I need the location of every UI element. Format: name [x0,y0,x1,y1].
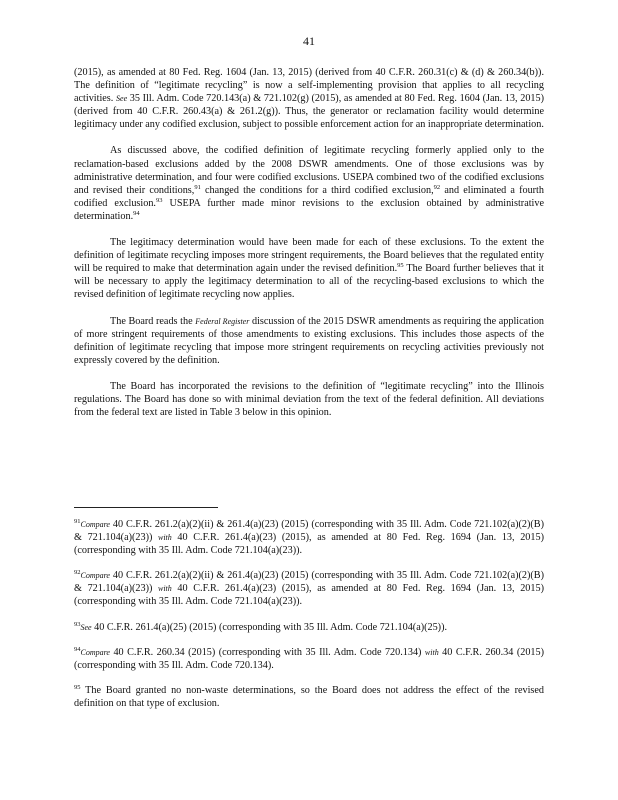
footnote-ref-95[interactable]: 95 [397,262,404,270]
paragraph-2-text-d: USEPA further made minor revisions to the exclusion obtained by administrative determination. [74,197,544,222]
footnote [74,684,544,710]
footnote-ref-94[interactable]: 94 [133,209,140,217]
paragraph-3-text-b: The Board further believes that it will be necessary to apply the legitimacy determination to all of the recycling-based exclusions to which the revised definition of legitimate recycling now applies. [74,263,544,301]
paragraph-2-text-c: and eliminated a fourth codified exclusion. [74,184,544,209]
footnote-separator [74,507,218,508]
footnote-with: with [424,647,439,657]
footnote-signal: See [80,622,92,632]
footnote-text-b: 40 C.F.R. 261.4(a)(23) (2015), as amended at 80 Fed. Reg. 1694 (Jan. 13, 2015) (corresponding with 35 Ill. Adm. Code 721.104(a)(23)). [74,583,544,608]
footnote-number: 93 [74,620,81,628]
footnote-text-b: 40 C.F.R. 260.34 (2015) (corresponding with 35 Ill. Adm. Code 720.134). [74,646,544,671]
paragraph-2-text-b: changed the conditions for a third codified exclusion, [200,184,434,196]
paragraph-2 [74,144,544,223]
footnote-number: 95 [74,683,81,691]
footnote-text-a: 40 C.F.R. 261.4(a)(25) (2015) (corresponding with 35 Ill. Adm. Code 721.104(a)(25)). [91,621,448,633]
paragraph-3-text-a: The legitimacy determination would have been made for each of these exclusions. To the extent the definition of legitimate recycling imposes more stringent requirements, the Board believes that the regulated entity will be required to make that determination again under the revised definition. [74,237,544,275]
see-signal: See [116,94,128,104]
paragraph-4-text-b: discussion of the 2015 DSWR amendments as requiring the application of more stringent requirements of those amendments to existing exclusions. This includes those aspects of the definition of legitimate recycling that impose more stringent requirements on recycling activities previously not expressly covered by the definition. [74,315,545,366]
footnote-ref-91[interactable]: 91 [194,183,201,191]
footnote-text-a: 40 C.F.R. 260.34 (2015) (corresponding with 35 Ill. Adm. Code 720.134) [109,646,425,658]
footnote-with: with [158,533,172,543]
footnote-text-a: 40 C.F.R. 261.2(a)(2)(ii) & 261.4(a)(23) (2015) (corresponding with 35 Ill. Adm. Code 721.102(a)(2)(B) & 721.104(a)(23)) [74,570,544,595]
footnote-number: 94 [74,645,81,653]
paragraph-2-text-a: As discussed above, the codified definition of legitimate recycling formerly applied only to the reclamation-based exclusions added by the 2008 DSWR amendments. One of those exclusions was by administrative determination, and four were codified exclusions. USEPA combined two of the codified exclusions and revised their conditions, [74,145,544,196]
footnote [74,518,544,557]
footnote [74,569,544,608]
paragraph-1-text-b: 35 Ill. Adm. Code 720.143(a) & 721.102(g) (2015), as amended at 80 Fed. Reg. 1604 (Jan. 13, 2015) (derived from 40 C.F.R. 260.43(a) & 261.2(g)). Thus, the generator or reclamation facility would determine legitimacy under any codified exclusion, subject to possible enforcement action for an inappropriate determination. [74,93,545,131]
paragraph-4 [74,315,544,367]
footnote [74,646,544,672]
footnote-text-a: 40 C.F.R. 261.2(a)(2)(ii) & 261.4(a)(23) (2015) (corresponding with 35 Ill. Adm. Code 721.102(a)(2)(B) & 721.104(a)(23)) [74,519,544,544]
footnote-ref-92[interactable]: 92 [433,183,441,191]
footnotes [74,518,544,722]
body-text [74,66,544,419]
page-number: 41 [303,34,315,48]
footnote-number: 92 [74,569,81,577]
paragraph-5-text: The Board has incorporated the revisions to the definition of “legitimate recycling” into the Illinois regulations. The Board has done so with minimal deviation from the text of the federal definition. All deviations from the federal text are listed in Table 3 below in this opinion. [74,380,544,419]
paragraph-1 [74,66,544,131]
footnote-text-b: 40 C.F.R. 261.4(a)(23) (2015), as amended at 80 Fed. Reg. 1694 (Jan. 13, 2015) (corresponding with 35 Ill. Adm. Code 721.104(a)(23)). [74,532,544,557]
footnote-number: 91 [74,518,81,525]
footnote-signal: Compare [80,647,110,657]
federal-register-title: Federal Register [195,316,250,326]
paragraph-1-text-a: (2015), as amended at 80 Fed. Reg. 1604 (Jan. 13, 2015) (derived from 40 C.F.R. 260.31(c) & (d) & 260.34(b)). The definition of “legitimate recycling” is now a self-implementing provision that applies to all recycling activities. [74,67,544,105]
footnote-ref-93[interactable]: 93 [155,196,163,204]
footnote [74,621,544,634]
paragraph-3 [74,236,544,301]
footnote-with: with [158,584,172,594]
footnote-signal: Compare [80,520,110,529]
paragraph-5 [74,380,544,419]
footnote-signal: Compare [80,571,110,581]
footnote-text-a: The Board granted no non-waste determinations, so the Board does not address the effect of the revised definition on that type of exclusion. [74,684,544,709]
paragraph-4-text-a: The Board reads the [110,315,196,327]
